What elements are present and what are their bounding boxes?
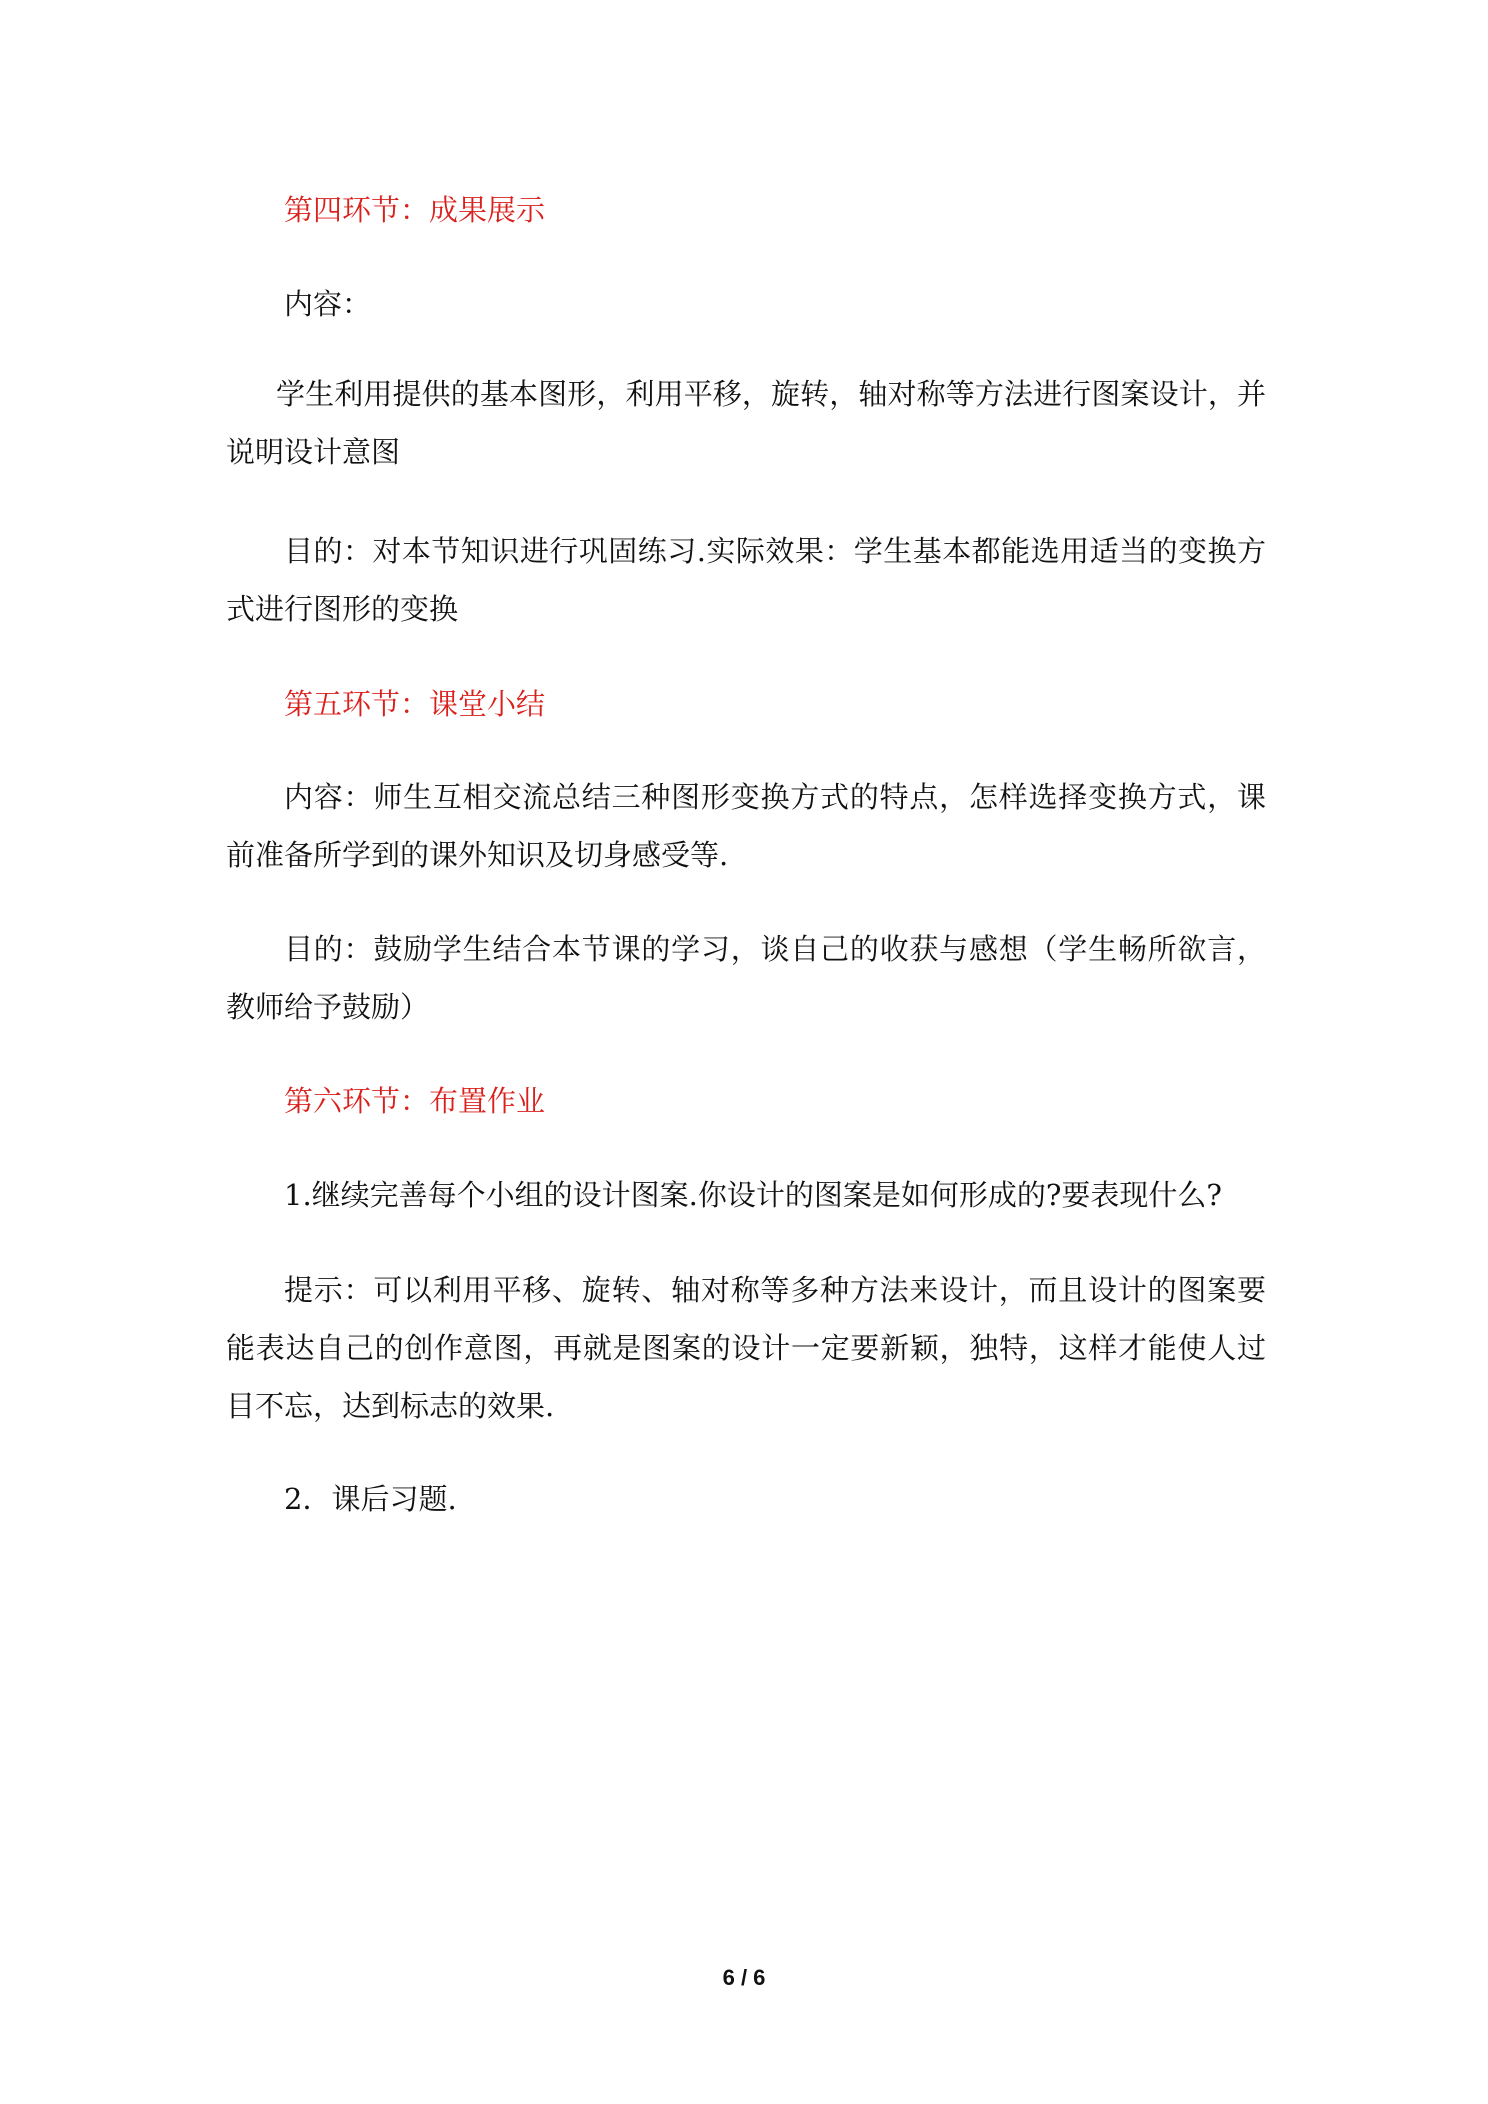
section5-purpose-paragraph <box>226 920 1266 1036</box>
section4-content-paragraph <box>226 365 1266 481</box>
section5-content-text: 内容：师生互相交流总结三种图形变换方式的特点，怎样选择变换方式，课前准备所学到的课外知识及切身感受等. <box>226 780 1266 872</box>
section5-content-paragraph <box>226 768 1266 884</box>
section4-purpose-paragraph <box>226 522 1266 638</box>
section4-content-text: 学生利用提供的基本图形，利用平移，旋转，轴对称等方法进行图案设计，并说明设计意图 <box>226 377 1266 469</box>
section6-hint-paragraph <box>226 1261 1266 1435</box>
section5-purpose-text: 目的：鼓励学生结合本节课的学习，谈自己的收获与感想（学生畅所欲言，教师给予鼓励） <box>226 932 1266 1024</box>
page-number: 6 / 6 <box>722 1965 766 1990</box>
section4-content-label: 内容： <box>284 287 372 321</box>
section6-item2: 2．课后习题. <box>284 1482 457 1516</box>
section5-heading: 第五环节：课堂小结 <box>284 687 546 721</box>
section4-heading: 第四环节：成果展示 <box>284 193 546 227</box>
section4-purpose-text: 目的：对本节知识进行巩固练习.实际效果：学生基本都能选用适当的变换方式进行图形的变换 <box>226 534 1266 626</box>
section6-heading: 第六环节：布置作业 <box>284 1084 546 1118</box>
section6-hint-text: 提示：可以利用平移、旋转、轴对称等多种方法来设计，而且设计的图案要能表达自己的创作意图，再就是图案的设计一定要新颖，独特，这样才能使人过目不忘，达到标志的效果. <box>226 1273 1266 1423</box>
section6-item1: 1.继续完善每个小组的设计图案.你设计的图案是如何形成的?要表现什么? <box>284 1178 1222 1212</box>
